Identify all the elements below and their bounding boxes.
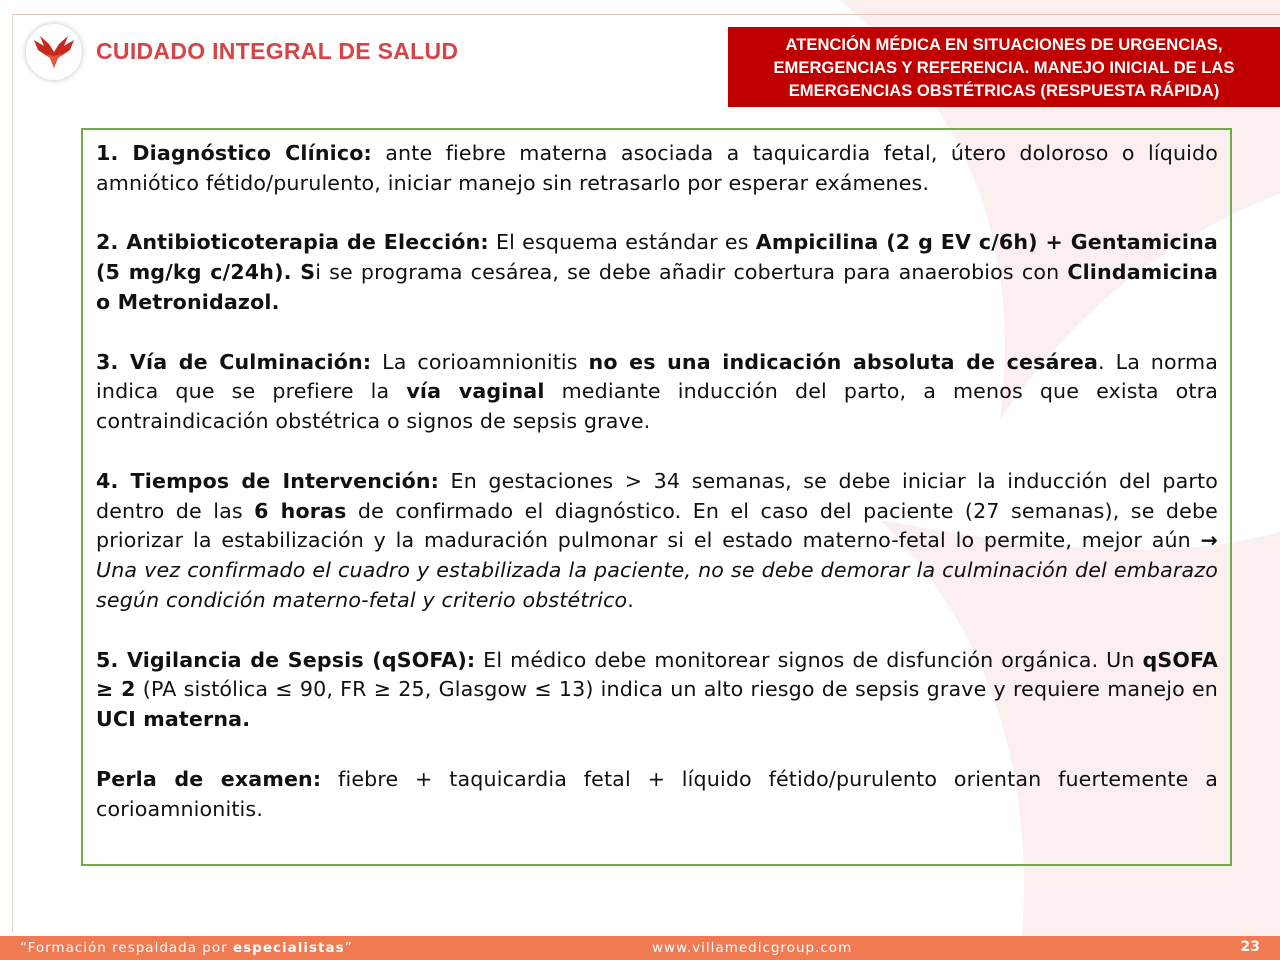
paragraph-text: mediante inducción del parto, a menos que exista otra contraindicación obstétrica o signos de sepsis grave. — [96, 379, 1218, 434]
paragraph-heading: 5. Vigilancia de Sepsis (qSOFA): — [96, 647, 476, 672]
slogan-text: “Formación respaldada por — [20, 940, 233, 956]
topic-line: EMERGENCIAS OBSTÉTRICAS (RESPUESTA RÁPIDA) — [788, 80, 1220, 100]
bold-text: vía vaginal — [406, 379, 545, 404]
paragraph-text: . La norma indica que se prefiere la — [96, 349, 1218, 404]
paragraph-heading: 2. Antibioticoterapia de Elección: — [96, 230, 489, 255]
paragraph-sepsis — [96, 646, 1218, 735]
paragraph-text: (PA sistólica ≤ 90, FR ≥ 25, Glasgow ≤ 13) indica un alto riesgo de sepsis grave y requiere manejo en — [135, 677, 1218, 702]
footer-slogan — [20, 940, 353, 956]
bold-text: UCI materna. — [96, 707, 251, 732]
slogan-bold: especialistas — [232, 940, 345, 956]
paragraph-perla — [96, 765, 1218, 825]
topic-line: EMERGENCIAS Y REFERENCIA. MANEJO INICIAL DE LAS — [773, 57, 1235, 77]
paragraph-text: fiebre + taquicardia fetal + líquido fétido/purulento orientan fuertemente a corioamnionitis. — [96, 766, 1218, 821]
paragraph-text: i se programa cesárea, se debe añadir cobertura para anaerobios con — [315, 260, 1068, 285]
brand-title: CUIDADO INTEGRAL DE SALUD — [96, 38, 459, 64]
paragraph-diagnostico — [96, 139, 1218, 199]
bold-text: qSOFA ≥ 2 — [96, 647, 1218, 702]
topic-line: ATENCIÓN MÉDICA EN SITUACIONES DE URGENCIAS, — [785, 34, 1223, 54]
phoenix-logo-icon — [26, 24, 82, 80]
footer-bar — [0, 936, 1280, 960]
bold-text: Ampicilina (2 g EV c/6h) + Gentamicina (5 mg/kg c/24h). S — [96, 230, 1218, 285]
header-rule — [12, 14, 1280, 15]
paragraph-via-culminacion — [96, 348, 1218, 437]
slogan-text: ” — [344, 940, 353, 956]
paragraph-text: ante fiebre materna asociada a taquicardia fetal, útero doloroso o líquido amniótico fétido/purulento, iniciar manejo sin retrasarlo por esperar exámenes. — [96, 141, 1218, 195]
italic-text: Una vez confirmado el cuadro y estabilizada la paciente, no se debe demorar la culminación del embarazo según condición materno-fetal y criterio obstétrico — [96, 558, 1218, 612]
paragraph-text: . — [627, 587, 634, 612]
paragraph-text: El esquema estándar es — [488, 230, 756, 255]
paragraph-text: En gestaciones > 34 semanas, se debe iniciar la inducción del parto dentro de las — [96, 468, 1218, 523]
paragraph-heading: 1. Diagnóstico Clínico: — [96, 141, 372, 165]
paragraph-heading: 3. Vía de Culminación: — [96, 349, 372, 374]
left-rule — [12, 14, 13, 932]
bold-text: 6 horas — [254, 498, 347, 523]
arrow-right-icon: → — [1200, 528, 1218, 553]
paragraph-text: de confirmado el diagnóstico. En el caso del paciente (27 semanas), se debe priorizar la estabilización y la maduración pulmonar si el estado materno-fetal lo permite, mejor aún — [96, 498, 1218, 553]
page-number: 23 — [1240, 939, 1260, 955]
paragraph-text: El médico debe monitorear signos de disfunción orgánica. Un — [475, 647, 1143, 672]
paragraph-heading: Perla de examen: — [96, 766, 322, 791]
bold-text: Clindamicina o Metronidazol. — [96, 260, 1218, 314]
topic-banner — [728, 27, 1280, 107]
bold-text: no es una indicación absoluta de cesárea — [588, 349, 1099, 374]
website-link[interactable]: www.villamedicgroup.com — [652, 940, 853, 956]
paragraph-antibioticoterapia — [96, 228, 1218, 317]
paragraph-heading: 4. Tiempos de Intervención: — [96, 468, 440, 493]
paragraph-text: La corioamnionitis — [371, 349, 589, 374]
content-card — [81, 128, 1232, 866]
paragraph-tiempos — [96, 467, 1218, 616]
